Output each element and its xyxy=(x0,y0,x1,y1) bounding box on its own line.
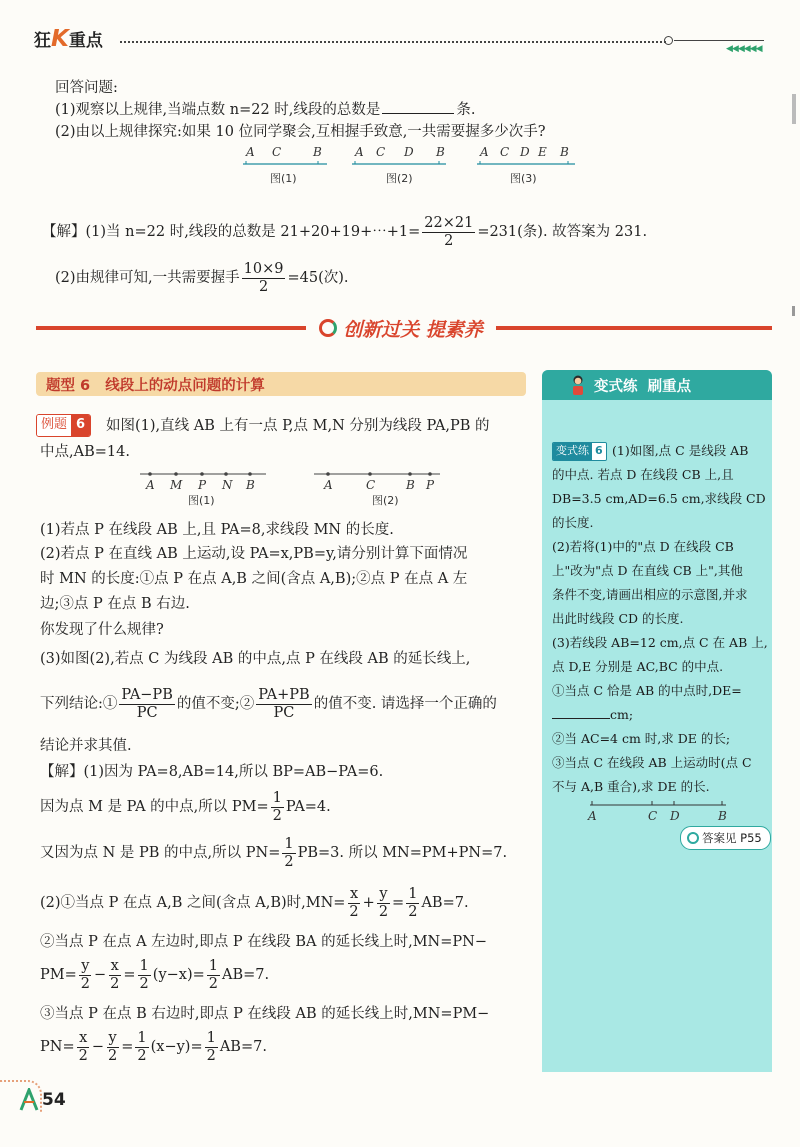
solution-step-6: PM= $\frac{y}{2}$ − $\frac{x}{2}$ = $\frac{1}{2}$ (y−x)= $\frac{1}{2}$ AB=7. xyxy=(40,957,270,992)
ex-fig1-label-b: B xyxy=(246,478,255,492)
fig1-label-a: A xyxy=(246,145,255,159)
variant-line-10: 点 D,E 分别是 AC,BC 的中点. xyxy=(552,659,724,674)
fig2-caption: 图(2) xyxy=(386,172,413,185)
solution-1: 【解】(1)当 n=22 时,线段的总数是 21+20+19+⋯+1= $\frac{22\times 21}{2}$ =231(条). 故答案为 231. xyxy=(42,214,648,249)
fig1-caption: 图(1) xyxy=(270,172,297,185)
fig3-label-d: D xyxy=(520,145,530,159)
variant-fig-label-c: C xyxy=(648,809,658,823)
banner xyxy=(306,314,496,342)
question-2: (2)由以上规律探究:如果 10 位同学聚会,互相握手致意,一共需要握多少次手? xyxy=(55,124,546,140)
fig3-label-a: A xyxy=(480,145,489,159)
solution-step-3: 又因为点 N 是 PB 的中点,所以 PN= $\frac{1}{2}$ PB=3. 所以 MN=PM+PN=7. xyxy=(40,835,508,870)
variant-line-6: 上"改为"点 D 在直线 CB 上",其他 xyxy=(552,563,743,578)
fig3-label-c: C xyxy=(500,145,510,159)
variant-line-8: 出此时线段 CD 的长度. xyxy=(552,611,684,626)
ex-fig1-label-m: M xyxy=(170,478,183,492)
student-figure-icon xyxy=(568,374,588,396)
variant-line-3: DB=3.5 cm,AD=6.5 cm,求线段 CD xyxy=(552,491,766,506)
variant-line-12: cm; xyxy=(552,705,633,724)
part-2-line-2: 时 MN 的长度:①点 P 在点 A,B 之间(含点 A,B);②点 P 在点 A 左 xyxy=(40,571,468,587)
variant-line-5: (2)若将(1)中的"点 D 在线段 CB xyxy=(552,539,734,554)
part-2-line-1: (2)若点 P 在直线 AB 上运动,设 PA=x,PB=y,请分别计算下面情况 xyxy=(40,546,468,562)
sidebar-answer-blank xyxy=(552,706,610,719)
ex-fig1-caption: 图(1) xyxy=(188,494,215,507)
sidebar-header xyxy=(542,370,772,400)
fig3-label-e: E xyxy=(538,145,547,159)
section-title: 题型 6 线段上的动点问题的计算 xyxy=(46,378,265,394)
part-2-line-4: 你发现了什么规律? xyxy=(40,622,164,638)
question-1: (1)观察以上规律,当端点数 n=22 时,线段的总数是 条. xyxy=(55,99,476,120)
solution-step-4: (2)①当点 P 在点 A,B 之间(含点 A,B)时,MN= $\frac{x}{2}$ + $\frac{y}{2}$ = $\frac{1}{2}$ AB=7. xyxy=(40,885,469,920)
fig1-label-c: C xyxy=(272,145,282,159)
variant-line-11: ①当点 C 恰是 AB 的中点时,DE= xyxy=(552,683,742,698)
fig2-label-d: D xyxy=(404,145,414,159)
variant-line-9: (3)若线段 AB=12 cm,点 C 在 AB 上, xyxy=(552,635,768,650)
fig2-label-b: B xyxy=(436,145,445,159)
header-rule-line xyxy=(674,40,764,41)
upper-figure-2-line xyxy=(349,160,449,170)
banner-rule-right xyxy=(496,326,772,330)
variant-line-13: ②当 AC=4 cm 时,求 DE 的长; xyxy=(552,731,731,746)
solution-step-2: 因为点 M 是 PA 的中点,所以 PM= $\frac{1}{2}$ PA=4. xyxy=(40,789,331,824)
ex-fig2-caption: 图(2) xyxy=(372,494,399,507)
fig2-label-a: A xyxy=(355,145,364,159)
solution-step-7: ③当点 P 在点 B 右边时,即点 P 在线段 AB 的延长线上时,MN=PM− xyxy=(40,1006,490,1022)
variant-line-2: 的中点. 若点 D 在线段 CB 上,且 xyxy=(552,467,734,482)
part-1: (1)若点 P 在线段 AB 上,且 PA=8,求线段 MN 的长度. xyxy=(40,522,394,538)
ex-fig1-label-p: P xyxy=(198,478,207,492)
solution-step-8: PN= $\frac{x}{2}$ − $\frac{y}{2}$ = $\frac{1}{2}$ (x−y)= $\frac{1}{2}$ AB=7. xyxy=(40,1029,267,1064)
header-arrow-icons: ◀◀◀◀◀◀ xyxy=(726,44,762,54)
upper-figure-3-line xyxy=(474,160,578,170)
variant-fig-label-a: A xyxy=(588,809,597,823)
banner-rule-left xyxy=(36,326,306,330)
variant-line-7: 条件不变,请画出相应的示意图,并求 xyxy=(552,587,748,602)
footer-logo-icon xyxy=(18,1088,38,1110)
variant-line-14: ③当点 C 在线段 AB 上运动时(点 C xyxy=(552,755,752,770)
header-circle-icon xyxy=(664,36,673,45)
intro-text: 回答问题: xyxy=(55,80,118,96)
part-2-line-3: 边;③点 P 在点 B 右边. xyxy=(40,596,190,612)
brand-logo: 狂K重点 xyxy=(34,26,103,52)
solution-step-1: 【解】(1)因为 PA=8,AB=14,所以 BP=AB−PA=6. xyxy=(40,764,384,780)
sidebar-title: 变式练 刷重点 xyxy=(594,379,692,395)
header-dotted-rule xyxy=(120,41,666,43)
solution-2: (2)由规律可知,一共需要握手 $\frac{10\times 9}{2}$ =45(次). xyxy=(55,260,349,295)
ex-fig2-label-b: B xyxy=(406,478,415,492)
ex-fig2-label-a: A xyxy=(324,478,333,492)
ex-fig1-label-a: A xyxy=(146,478,155,492)
part-3-line-2: 下列结论:① $\frac{PA-PB}{PC}$ 的值不变;② $\frac{PA+PB}{PC}$ 的值不变. 请选择一个正确的 xyxy=(40,686,497,721)
ex-fig1-label-n: N xyxy=(222,478,233,492)
example-line-1: 如图(1),直线 AB 上有一点 P,点 M,N 分别为线段 PA,PB 的 xyxy=(106,418,490,434)
fig2-label-c: C xyxy=(376,145,386,159)
fig1-label-b: B xyxy=(313,145,322,159)
edge-mark-top xyxy=(792,94,796,124)
upper-figure-1-line xyxy=(240,160,330,170)
example-tag: 例题 6 xyxy=(36,414,91,437)
solution-step-5: ②当点 P 在点 A 左边时,即点 P 在线段 BA 的延长线上时,MN=PN− xyxy=(40,934,487,950)
banner-swirl-icon xyxy=(319,319,337,337)
edge-mark-mid xyxy=(792,306,795,316)
variant-line-15: 不与 A,B 重合),求 DE 的长. xyxy=(552,779,710,794)
part-3-line-3: 结论并求其值. xyxy=(40,738,132,754)
answer-reference-badge[interactable]: 答案见 P55 xyxy=(680,826,771,850)
variant-figure-line xyxy=(588,800,728,810)
variant-tag: 变式练 6 xyxy=(552,442,607,461)
part-3-line-1: (3)如图(2),若点 C 为线段 AB 的中点,点 P 在线段 AB 的延长线上, xyxy=(40,651,471,667)
ex-fig2-label-c: C xyxy=(366,478,376,492)
section-header xyxy=(36,372,526,396)
pin-icon xyxy=(687,832,699,844)
ex-fig2-label-p: P xyxy=(426,478,435,492)
fig3-caption: 图(3) xyxy=(510,172,537,185)
page-number: 54 xyxy=(42,1090,66,1110)
banner-title: 创新过关 提素养 xyxy=(343,318,483,341)
fig3-label-b: B xyxy=(560,145,569,159)
sidebar-panel xyxy=(542,370,772,1072)
answer-blank xyxy=(382,99,454,114)
variant-fig-label-b: B xyxy=(718,809,727,823)
variant-line-1: (1)如图,点 C 是线段 AB xyxy=(612,443,749,458)
variant-fig-label-d: D xyxy=(670,809,680,823)
page-header xyxy=(0,0,800,60)
variant-line-4: 的长度. xyxy=(552,515,594,530)
example-line-2: 中点,AB=14. xyxy=(40,444,130,460)
